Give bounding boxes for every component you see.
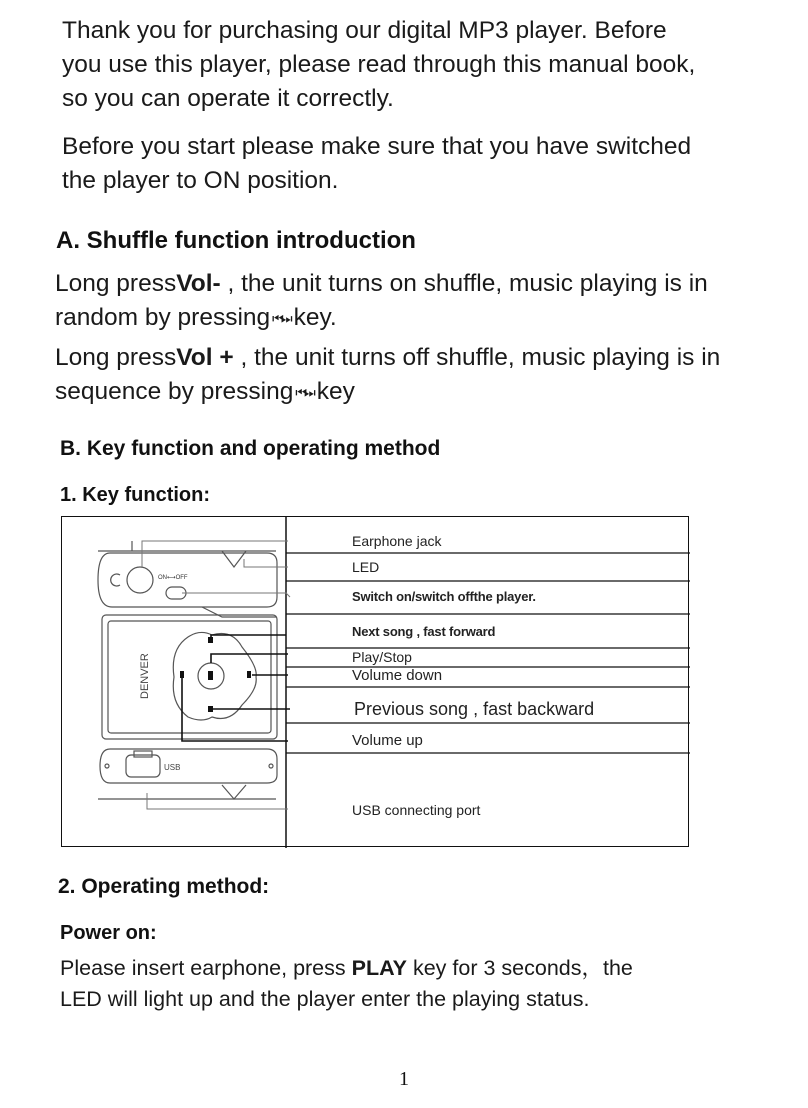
shuffle-on-paragraph — [55, 267, 708, 336]
earphone-jack-icon — [127, 567, 153, 593]
text: key for 3 seconds，the — [407, 956, 633, 980]
skip-keys-icon: ⏮⏭ — [295, 385, 313, 400]
key-leader-lines — [182, 635, 290, 741]
intro-line: the player to ON position. — [62, 167, 339, 194]
key-function-diagram — [61, 516, 689, 847]
control-wheel — [173, 632, 256, 720]
before-start-paragraph — [62, 130, 691, 198]
label-volume-down: Volume down — [352, 667, 443, 684]
text: random by pressing — [55, 304, 271, 331]
intro-line: you use this player, please read through this manual book, — [62, 51, 696, 78]
text: , the unit turns on shuffle, music playing is in — [220, 270, 708, 297]
text: Please insert earphone, press — [60, 956, 352, 980]
vol-minus-key: Vol- — [176, 270, 221, 297]
table-row-lines — [286, 553, 690, 753]
label-switch: Switch on/switch offthe player. — [352, 589, 536, 604]
text: key. — [293, 304, 337, 331]
text: sequence by pressing — [55, 378, 294, 405]
key-markers — [180, 637, 251, 712]
usb-port-icon — [126, 755, 160, 777]
switch-text: ON⟷OFF — [158, 575, 188, 581]
usb-text: USB — [164, 763, 181, 772]
intro-paragraph — [62, 14, 695, 116]
label-play-stop: Play/Stop — [352, 649, 412, 665]
text: Long press — [55, 270, 177, 297]
brand-logo-text: DENVER — [139, 653, 151, 699]
vol-plus-key: Vol + — [176, 344, 234, 371]
label-earphone-jack: Earphone jack — [352, 533, 442, 549]
text: LED will light up and the player enter the playing status. — [60, 987, 590, 1011]
power-on-heading: Power on: — [60, 922, 157, 944]
play-key: PLAY — [351, 956, 407, 980]
player-bottom-view — [98, 749, 277, 799]
text: , the unit turns off shuffle, music playing is in — [233, 344, 721, 371]
label-usb-port: USB connecting port — [352, 802, 481, 818]
operating-method-heading: 2. Operating method: — [58, 875, 270, 898]
label-next-song: Next song , fast forward — [352, 624, 496, 639]
shuffle-off-paragraph — [55, 341, 720, 410]
intro-line: Thank you for purchasing our digital MP3 player. Before — [62, 17, 667, 44]
section-a-heading: A. Shuffle function introduction — [56, 227, 416, 254]
label-volume-up: Volume up — [352, 732, 423, 749]
text: key — [316, 378, 355, 405]
text: Long press — [55, 344, 177, 371]
intro-line: so you can operate it correctly. — [62, 85, 394, 112]
power-on-paragraph — [60, 953, 633, 1015]
label-previous-song: Previous song , fast backward — [354, 699, 595, 719]
key-function-heading: 1. Key function: — [60, 484, 211, 506]
page-number: 1 — [399, 1068, 409, 1090]
intro-line: Before you start please make sure that you have switched — [62, 133, 692, 160]
skip-keys-icon: ⏮⏭ — [272, 311, 290, 326]
label-led: LED — [352, 559, 380, 575]
section-b-heading: B. Key function and operating method — [60, 437, 441, 460]
